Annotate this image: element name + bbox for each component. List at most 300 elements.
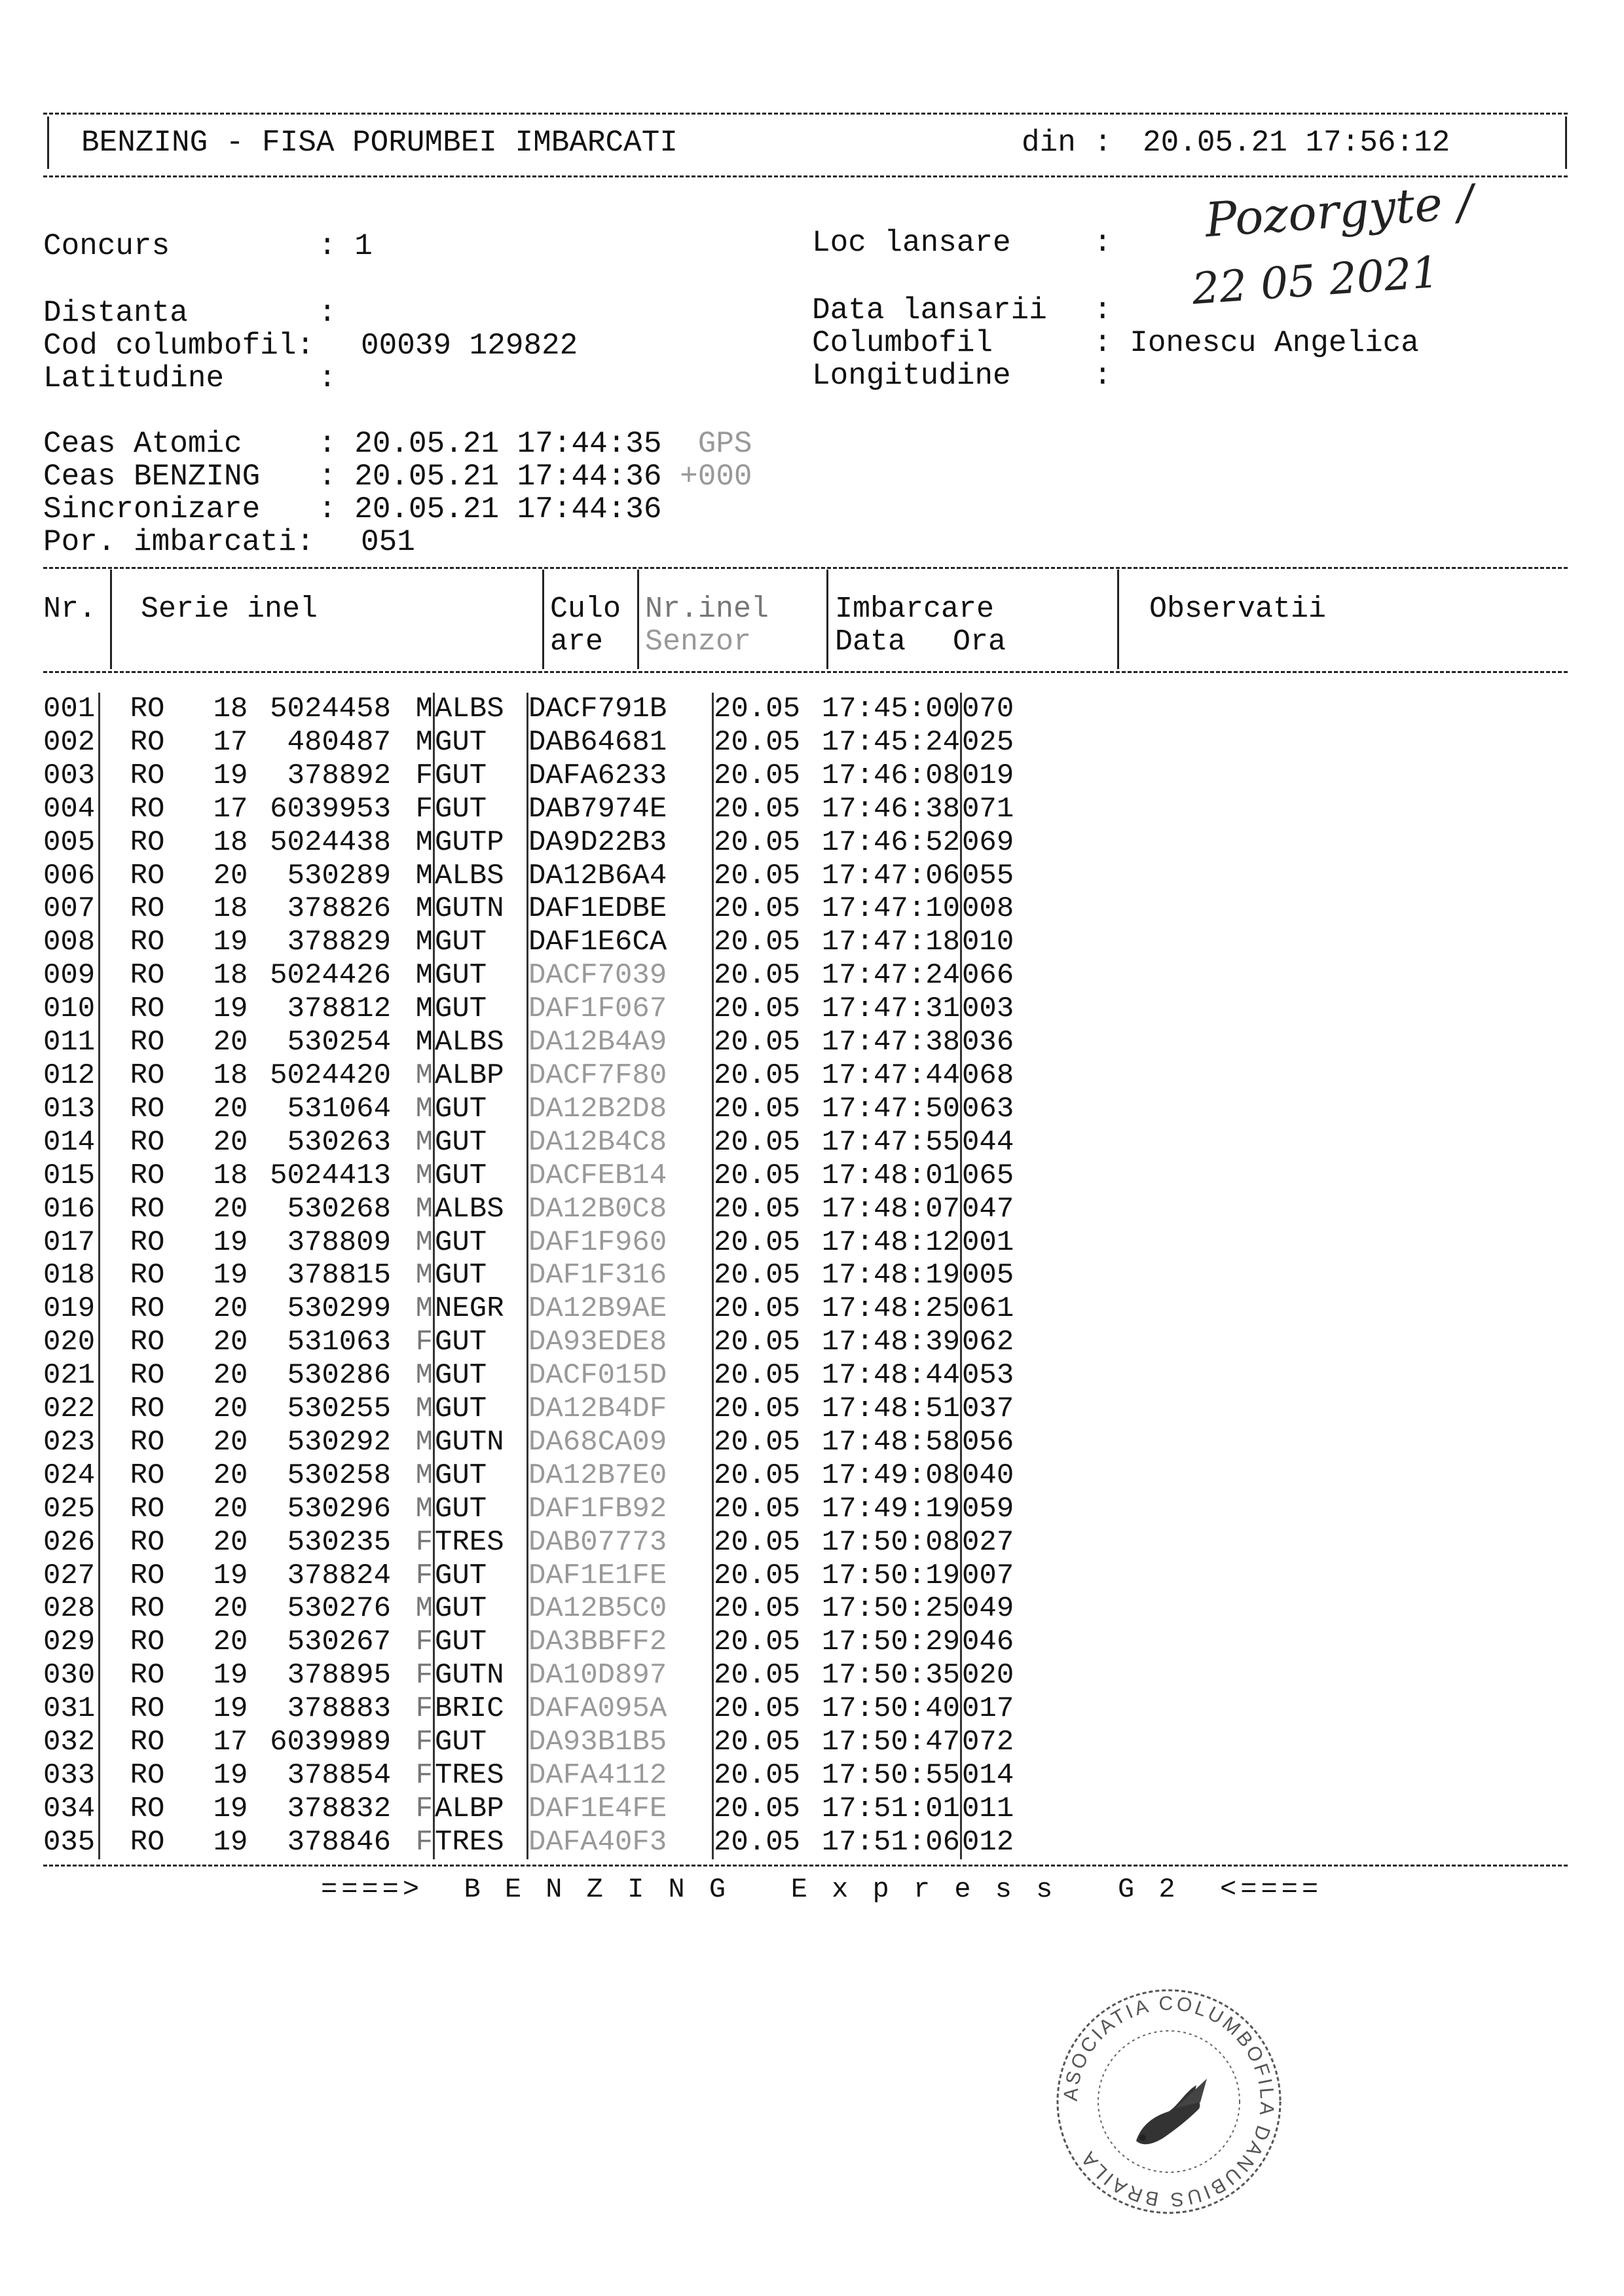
row-ring-number: 530255 (287, 1393, 391, 1426)
row-time: 17:47:24 (800, 959, 961, 993)
row-sex: M (391, 1393, 434, 1426)
longitudine-value: : (1094, 359, 1112, 393)
row-ring-number: 530235 (287, 1525, 391, 1559)
row-nr: 032 (43, 1726, 100, 1759)
row-color: GUT (434, 793, 528, 826)
row-year: 20 (213, 1492, 248, 1525)
col-serie-inel-header: Serie inel (141, 592, 318, 626)
ceas-atomic-row (43, 427, 752, 461)
longitudine-row (812, 359, 1112, 393)
title-right-border (1565, 117, 1567, 169)
row-chip-sensor: DA12B2D8 (528, 1093, 713, 1126)
row-color: GUTN (434, 892, 528, 926)
row-time: 17:50:25 (800, 1592, 961, 1626)
row-ring-number: 378829 (287, 926, 391, 959)
table-row (43, 1226, 1041, 1260)
columbofil-label: Columbofil (812, 326, 993, 360)
row-date: 20.05 (714, 1425, 801, 1459)
row-chip-sensor: DAF1E6CA (528, 926, 713, 959)
table-row (43, 1326, 1041, 1359)
row-year: 19 (213, 1692, 248, 1726)
row-sex: M (391, 1193, 434, 1226)
latitudine-row (43, 361, 337, 395)
row-chip-sensor: DACF7039 (528, 959, 713, 993)
row-time: 17:47:44 (800, 1059, 961, 1093)
cod-columbofil-row (43, 329, 578, 363)
row-sex: M (391, 1026, 434, 1059)
row-chip-sensor: DAFA6233 (528, 759, 713, 793)
row-country: RO (130, 1026, 165, 1059)
sincronizare-label: Sincronizare (43, 492, 261, 526)
row-chip-sensor: DA93EDE8 (528, 1326, 713, 1359)
row-date: 20.05 (714, 1326, 801, 1359)
row-chip-sensor: DA9D22B3 (528, 826, 713, 860)
row-date: 20.05 (714, 826, 801, 859)
row-observatii: 010 (962, 926, 1014, 959)
pigeon-emblem-icon (1136, 2079, 1207, 2144)
row-date: 20.05 (714, 993, 801, 1026)
row-country: RO (130, 1359, 165, 1393)
row-date: 20.05 (714, 1759, 801, 1792)
row-date: 20.05 (714, 1393, 801, 1426)
row-date: 20.05 (714, 792, 801, 826)
row-observatii: 014 (962, 1759, 1014, 1792)
footer-brand: B E N Z I N G E x p r e s s G 2 (464, 1874, 1179, 1905)
row-chip-sensor: DA12B4DF (528, 1393, 713, 1426)
row-ring-number: 6039989 (270, 1726, 391, 1759)
row-country: RO (130, 1759, 165, 1792)
report-datetime: 20.05.21 17:56:12 (1143, 126, 1450, 160)
row-ring-number: 5024458 (270, 693, 391, 725)
row-nr: 030 (43, 1659, 100, 1692)
ceas-benzing-row (43, 460, 752, 494)
handwritten-date: 22 05 2021 (1190, 246, 1441, 315)
row-sex: M (391, 1259, 434, 1292)
row-color: GUT (434, 1559, 528, 1593)
row-chip-sensor: DA10D897 (528, 1659, 713, 1692)
row-observatii: 053 (962, 1359, 1014, 1393)
distanta-label: Distanta (43, 296, 188, 330)
row-time: 17:47:06 (800, 860, 961, 893)
row-date: 20.05 (714, 1459, 801, 1492)
row-observatii: 007 (962, 1559, 1014, 1592)
row-time: 17:50:47 (800, 1726, 961, 1759)
row-color: GUT (434, 1393, 528, 1426)
table-row (43, 1426, 1041, 1459)
row-observatii: 056 (962, 1425, 1014, 1459)
row-observatii: 001 (962, 1226, 1014, 1259)
row-date: 20.05 (714, 725, 801, 759)
table-row (43, 1826, 1041, 1859)
row-nr: 023 (43, 1426, 100, 1459)
row-country: RO (130, 1559, 165, 1592)
row-sex: M (391, 860, 434, 893)
table-header-top-border (43, 567, 1568, 569)
table-row (43, 793, 1041, 826)
loc-lansare-row (812, 226, 1112, 260)
row-year: 20 (213, 859, 248, 892)
row-sex: M (391, 1126, 434, 1159)
col-culoare-header-2: are (550, 625, 604, 659)
row-ring-number: 530276 (287, 1592, 391, 1626)
row-chip-sensor: DAF1F067 (528, 993, 713, 1026)
row-observatii: 066 (962, 959, 1014, 993)
row-time: 17:46:38 (800, 793, 961, 826)
table-row (43, 1626, 1041, 1659)
ceas-atomic-label: Ceas Atomic (43, 427, 242, 461)
row-year: 18 (213, 959, 248, 993)
col-imbarcare-header: Imbarcare (835, 592, 995, 626)
row-country: RO (130, 1292, 165, 1326)
row-color: GUT (434, 993, 528, 1026)
table-row (43, 1526, 1041, 1559)
table-row (43, 726, 1041, 759)
row-year: 19 (213, 759, 248, 792)
row-chip-sensor: DA12B4C8 (528, 1126, 713, 1159)
row-year: 20 (213, 1192, 248, 1226)
row-color: GUT (434, 1259, 528, 1292)
row-year: 20 (213, 1525, 248, 1559)
row-country: RO (130, 1192, 165, 1226)
row-ring-number: 530268 (287, 1192, 391, 1226)
row-sex: M (391, 1059, 434, 1093)
row-date: 20.05 (714, 693, 801, 725)
footer-right-arrow: <==== (1220, 1874, 1323, 1905)
row-year: 19 (213, 1659, 248, 1692)
ceas-benzing-value: : 20.05.21 17:44:36 (318, 460, 662, 494)
concurs-label: Concurs (43, 229, 170, 263)
row-nr: 011 (43, 1026, 100, 1059)
row-year: 19 (213, 1759, 248, 1792)
row-country: RO (130, 1425, 165, 1459)
row-observatii: 037 (962, 1393, 1014, 1426)
row-color: GUTN (434, 1659, 528, 1692)
row-time: 17:48:19 (800, 1259, 961, 1292)
table-row (43, 1726, 1041, 1759)
row-year: 17 (213, 725, 248, 759)
header-sep-5 (1117, 570, 1119, 669)
row-chip-sensor: DAFA4112 (528, 1759, 713, 1793)
table-row (43, 860, 1041, 893)
row-observatii: 049 (962, 1592, 1014, 1626)
row-sex: M (391, 1292, 434, 1326)
table-row (43, 1793, 1041, 1826)
stamp-outer-ring (1058, 1990, 1280, 2213)
row-chip-sensor: DA12B4A9 (528, 1026, 713, 1059)
row-chip-sensor: DAF1E1FE (528, 1559, 713, 1593)
row-ring-number: 5024420 (270, 1059, 391, 1092)
row-country: RO (130, 1692, 165, 1726)
row-sex: M (391, 959, 434, 993)
row-sex: M (391, 926, 434, 959)
row-sex: F (391, 1759, 434, 1793)
row-chip-sensor: DA93B1B5 (528, 1726, 713, 1759)
row-chip-sensor: DAF1F960 (528, 1226, 713, 1260)
row-sex: M (391, 993, 434, 1026)
header-sep-2 (542, 570, 544, 669)
row-date: 20.05 (714, 1626, 801, 1659)
row-sex: F (391, 1726, 434, 1759)
row-nr: 020 (43, 1326, 100, 1359)
row-color: ALBS (434, 693, 528, 726)
row-color: GUT (434, 1126, 528, 1159)
table-row (43, 1059, 1041, 1093)
row-year: 20 (213, 1393, 248, 1426)
row-observatii: 025 (962, 725, 1014, 759)
row-observatii: 036 (962, 1026, 1014, 1059)
row-chip-sensor: DAF1E4FE (528, 1793, 713, 1826)
ceas-benzing-label: Ceas BENZING (43, 460, 261, 494)
row-date: 20.05 (714, 1192, 801, 1226)
header-sep-3 (637, 570, 639, 669)
row-year: 18 (213, 1059, 248, 1092)
row-nr: 031 (43, 1692, 100, 1726)
row-date: 20.05 (714, 1692, 801, 1726)
row-date: 20.05 (714, 959, 801, 993)
row-nr: 027 (43, 1559, 100, 1593)
row-nr: 035 (43, 1826, 100, 1859)
row-color: GUT (434, 1093, 528, 1126)
row-observatii: 003 (962, 993, 1014, 1026)
row-ring-number: 530296 (287, 1492, 391, 1525)
sincronizare-row (43, 492, 662, 526)
row-nr: 009 (43, 959, 100, 993)
col-culoare-header-1: Culo (550, 592, 621, 626)
row-chip-sensor: DAFA40F3 (528, 1826, 713, 1859)
din-label: din : (1022, 126, 1113, 160)
row-observatii: 012 (962, 1825, 1014, 1859)
row-date: 20.05 (714, 926, 801, 959)
row-chip-sensor: DACF7F80 (528, 1059, 713, 1093)
row-observatii: 072 (962, 1726, 1014, 1759)
row-sex: F (391, 1659, 434, 1692)
row-ring-number: 530267 (287, 1626, 391, 1659)
row-color: ALBS (434, 860, 528, 893)
row-observatii: 062 (962, 1326, 1014, 1359)
row-time: 17:50:29 (800, 1626, 961, 1659)
row-color: TRES (434, 1759, 528, 1793)
row-observatii: 070 (962, 693, 1014, 725)
col-imbarcare-data-header: Data (835, 625, 906, 659)
row-country: RO (130, 725, 165, 759)
table-row (43, 1093, 1041, 1126)
row-country: RO (130, 1125, 165, 1159)
col-nr-inel-header-2: Senzor (645, 625, 752, 659)
row-year: 18 (213, 693, 248, 725)
por-imbarcati-value: 051 (361, 525, 415, 559)
row-ring-number: 378895 (287, 1659, 391, 1692)
row-year: 18 (213, 1159, 248, 1192)
table-row (43, 993, 1041, 1026)
row-time: 17:48:01 (800, 1159, 961, 1193)
table-row (43, 1026, 1041, 1059)
row-sex: M (391, 693, 434, 726)
col-nr-inel-header-1: Nr.inel (645, 592, 769, 626)
row-ring-number: 378815 (287, 1259, 391, 1292)
table-row (43, 1493, 1041, 1526)
row-date: 20.05 (714, 1125, 801, 1159)
por-imbarcati-row (43, 525, 415, 559)
row-ring-number: 530254 (287, 1026, 391, 1059)
row-sex: M (391, 1493, 434, 1526)
row-nr: 026 (43, 1526, 100, 1559)
row-sex: M (391, 1426, 434, 1459)
row-chip-sensor: DACFEB14 (528, 1159, 713, 1193)
loc-lansare-label: Loc lansare (812, 226, 1011, 260)
table-row (43, 892, 1041, 926)
row-color: GUT (434, 959, 528, 993)
row-country: RO (130, 1626, 165, 1659)
row-date: 20.05 (714, 1026, 801, 1059)
row-color: TRES (434, 1826, 528, 1859)
row-date: 20.05 (714, 1059, 801, 1092)
row-time: 17:47:10 (800, 892, 961, 926)
row-nr: 022 (43, 1393, 100, 1426)
row-chip-sensor: DAF1F316 (528, 1259, 713, 1292)
row-color: ALBP (434, 1059, 528, 1093)
col-nr-header: Nr. (43, 592, 97, 626)
footer (321, 1874, 1322, 1905)
sincronizare-value: : 20.05.21 17:44:36 (318, 492, 662, 526)
row-year: 19 (213, 1559, 248, 1592)
row-sex: M (391, 892, 434, 926)
distanta-row (43, 296, 337, 330)
row-ring-number: 378854 (287, 1759, 391, 1792)
row-sex: M (391, 1159, 434, 1193)
row-nr: 021 (43, 1359, 100, 1393)
columbofil-row (812, 326, 1419, 360)
row-date: 20.05 (714, 1726, 801, 1759)
row-time: 17:45:00 (800, 693, 961, 726)
row-color: GUT (434, 1326, 528, 1359)
row-color: GUT (434, 1159, 528, 1193)
row-observatii: 061 (962, 1292, 1014, 1326)
row-time: 17:48:39 (800, 1326, 961, 1359)
row-ring-number: 530258 (287, 1459, 391, 1492)
stamp-ring-text: ASOCIATIA COLUMBOFILA DANUBIUS BRAILA (1060, 1992, 1278, 2211)
row-year: 20 (213, 1026, 248, 1059)
row-sex: M (391, 826, 434, 860)
row-date: 20.05 (714, 1525, 801, 1559)
row-time: 17:50:19 (800, 1559, 961, 1593)
longitudine-label: Longitudine (812, 359, 1011, 393)
row-time: 17:50:35 (800, 1659, 961, 1692)
table-row (43, 1393, 1041, 1426)
row-color: GUT (434, 1626, 528, 1659)
row-ring-number: 378892 (287, 759, 391, 792)
association-stamp (1044, 1980, 1293, 2223)
row-country: RO (130, 1825, 165, 1859)
row-nr: 017 (43, 1226, 100, 1260)
row-country: RO (130, 993, 165, 1026)
col-imbarcare-ora-header: Ora (953, 625, 1006, 659)
table-row (43, 693, 1041, 726)
table-bottom-border (43, 1865, 1568, 1867)
row-nr: 010 (43, 993, 100, 1026)
latitudine-label: Latitudine (43, 361, 225, 395)
row-year: 20 (213, 1626, 248, 1659)
row-date: 20.05 (714, 1592, 801, 1626)
row-time: 17:51:01 (800, 1793, 961, 1826)
row-color: TRES (434, 1526, 528, 1559)
row-year: 17 (213, 1726, 248, 1759)
row-sex: M (391, 1359, 434, 1393)
columbofil-value: : Ionescu Angelica (1094, 326, 1419, 360)
title-box (59, 118, 1559, 170)
row-color: GUT (434, 726, 528, 759)
cod-columbofil-value: 00039 129822 (361, 329, 578, 363)
row-year: 17 (213, 792, 248, 826)
row-observatii: 059 (962, 1492, 1014, 1525)
row-color: GUT (434, 1459, 528, 1493)
distanta-value: : (318, 296, 337, 330)
row-country: RO (130, 792, 165, 826)
row-chip-sensor: DAB64681 (528, 726, 713, 759)
row-nr: 013 (43, 1093, 100, 1126)
row-color: GUT (434, 759, 528, 793)
row-chip-sensor: DACF791B (528, 693, 713, 726)
row-ring-number: 6039953 (270, 792, 391, 826)
row-nr: 025 (43, 1493, 100, 1526)
row-time: 17:45:24 (800, 726, 961, 759)
row-time: 17:47:38 (800, 1026, 961, 1059)
pigeons-table-body (43, 693, 1041, 1859)
row-nr: 003 (43, 759, 100, 793)
row-date: 20.05 (714, 1259, 801, 1292)
row-ring-number: 531064 (287, 1092, 391, 1125)
loc-lansare-value: : (1094, 226, 1112, 260)
row-observatii: 068 (962, 1059, 1014, 1092)
row-sex: F (391, 793, 434, 826)
row-sex: F (391, 1692, 434, 1726)
row-country: RO (130, 1726, 165, 1759)
row-time: 17:47:55 (800, 1126, 961, 1159)
row-color: GUT (434, 926, 528, 959)
row-chip-sensor: DA12B0C8 (528, 1193, 713, 1226)
row-ring-number: 5024426 (270, 959, 391, 993)
row-date: 20.05 (714, 759, 801, 792)
row-ring-number: 480487 (287, 725, 391, 759)
row-year: 19 (213, 1792, 248, 1825)
pigeons-table (43, 693, 1041, 1859)
row-observatii: 027 (962, 1525, 1014, 1559)
row-date: 20.05 (714, 1159, 801, 1192)
row-nr: 033 (43, 1759, 100, 1793)
concurs-row (43, 229, 373, 263)
row-ring-number: 530299 (287, 1292, 391, 1326)
row-color: GUT (434, 1726, 528, 1759)
row-nr: 001 (43, 693, 100, 726)
row-nr: 034 (43, 1793, 100, 1826)
row-sex: F (391, 1826, 434, 1859)
row-nr: 014 (43, 1126, 100, 1159)
row-country: RO (130, 1159, 165, 1192)
row-sex: M (391, 1459, 434, 1493)
row-observatii: 046 (962, 1626, 1014, 1659)
row-time: 17:50:40 (800, 1692, 961, 1726)
table-row (43, 1292, 1041, 1326)
row-observatii: 020 (962, 1659, 1014, 1692)
title-left-border (47, 117, 49, 169)
row-color: BRIC (434, 1692, 528, 1726)
row-year: 20 (213, 1425, 248, 1459)
row-country: RO (130, 1459, 165, 1492)
row-time: 17:48:44 (800, 1359, 961, 1393)
table-row (43, 959, 1041, 993)
row-ring-number: 530286 (287, 1359, 391, 1393)
row-country: RO (130, 1525, 165, 1559)
row-nr: 016 (43, 1193, 100, 1226)
